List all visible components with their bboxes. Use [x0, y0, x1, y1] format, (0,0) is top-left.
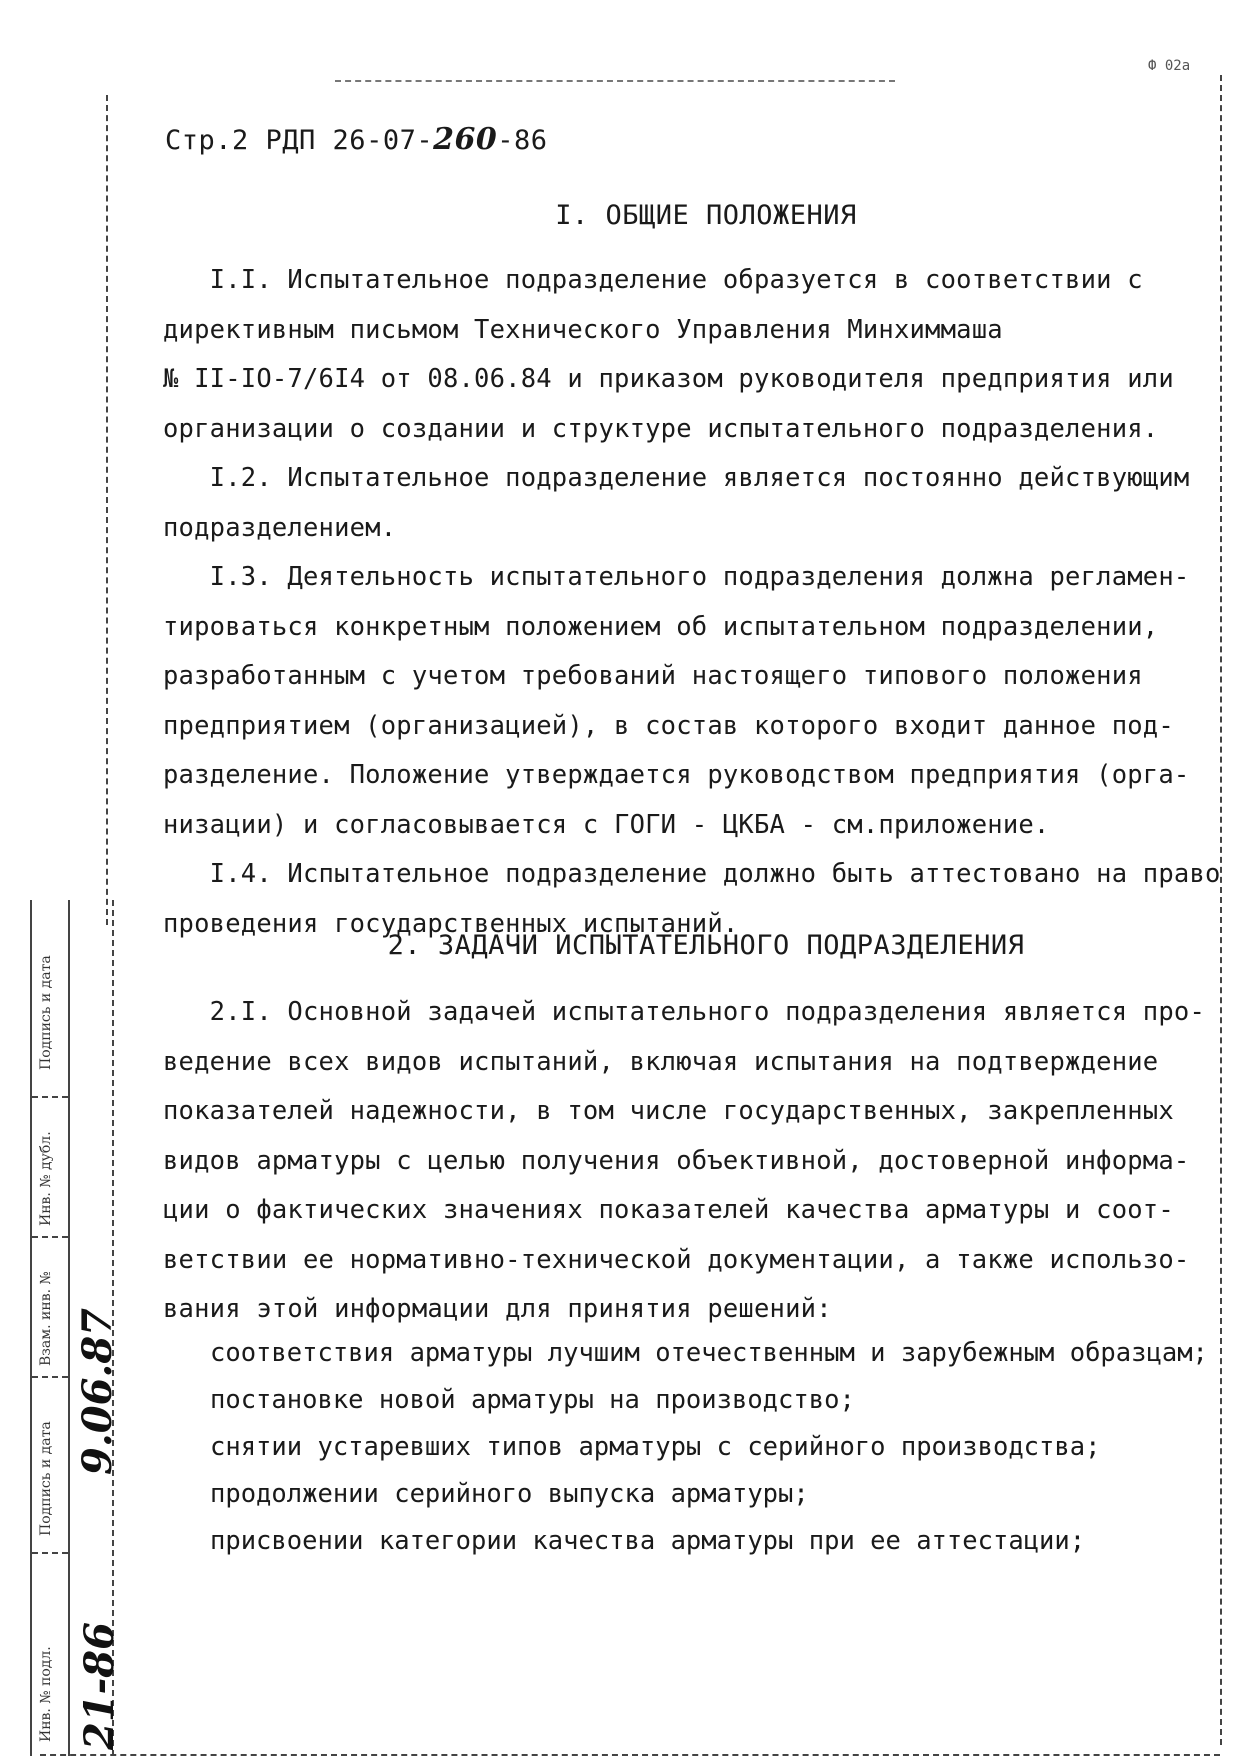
section-2-title: 2. ЗАДАЧИ ИСПЫТАТЕЛЬНОГО ПОДРАЗДЕЛЕНИЯ [387, 930, 1025, 961]
header-prefix: Стр.2 РДП 26-07- [165, 125, 434, 156]
stamp-cell-replace-inv [32, 1236, 68, 1378]
paragraph-line: № II-IO-7/6I4 от 08.06.84 и приказом руководителя предприятия или [163, 364, 1174, 394]
paragraph-line: предприятием (организацией), в состав которого входит данное под- [163, 710, 1174, 741]
header-suffix: -86 [497, 125, 548, 156]
paragraph-line: I.4. Испытательное подразделение должно быть аттестовано на право [163, 859, 1221, 889]
paragraph-line: разработанным с учетом требований настоящего типового положения [163, 661, 1143, 691]
paragraph-line: вания этой информации для принятия решений: [163, 1294, 832, 1324]
stamp-cell-signature-date-1 [32, 900, 68, 1098]
handwritten-inventory-number: 21-86 [76, 1622, 123, 1750]
stamp-label: Подпись и дата [38, 955, 54, 1070]
stamp-label: Инв. № подл. [38, 1646, 54, 1742]
paragraph-line: подразделением. [163, 512, 397, 543]
stamp-cell-original-inv [32, 1552, 68, 1756]
list-item: снятии устаревших типов арматуры с серийного производства; [210, 1432, 1101, 1462]
list-item: продолжении серийного выпуска арматуры; [210, 1479, 809, 1509]
paragraph-line: проведения государственных испытаний. [163, 908, 739, 939]
list-item: постановке новой арматуры на производство; [210, 1385, 855, 1415]
scan-artifact-line [335, 80, 895, 82]
stamp-label: Инв. № дубл. [38, 1131, 54, 1226]
form-code: Ф 02а [1148, 58, 1191, 74]
paragraph-line: ции о фактических значениях показателей качества арматуры и соот- [163, 1195, 1174, 1225]
page-header [165, 122, 548, 157]
list-item: соответствия арматуры лучшим отечественным и зарубежным образцам; [210, 1338, 1208, 1368]
handwritten-document-number: 260 [433, 122, 498, 157]
stamp-label: Взам. инв. № [38, 1271, 54, 1366]
paragraph-line: организации о создании и структуре испытательного подразделения. [163, 413, 1159, 444]
paragraph-line: видов арматуры с целью получения объективной, достоверной информа- [163, 1145, 1190, 1176]
section-1-body [163, 256, 1223, 949]
handwritten-date: 9.06.87 [74, 1307, 121, 1475]
bottom-frame-line [40, 1754, 1220, 1756]
paragraph-line: тироваться конкретным положением об испытательном подразделении, [163, 611, 1159, 642]
stamp-divider [68, 900, 70, 1756]
paragraph-line: 2.I. Основной задачей испытательного подразделения является про- [163, 997, 1206, 1027]
paragraph-line: показателей надежности, в том числе государственных, закрепленных [163, 1096, 1174, 1126]
paragraph-line: ведение всех видов испытаний, включая испытания на подтверждение [163, 1046, 1159, 1077]
paragraph-line: I.3. Деятельность испытательного подразделения должна регламен- [163, 562, 1190, 592]
paragraph-line: разделение. Положение утверждается руководством предприятия (орга- [163, 760, 1190, 790]
archive-stamp [30, 900, 123, 1756]
paragraph-line: низации) и согласовывается с ГОГИ - ЦКБА - см.приложение. [163, 809, 1050, 840]
stamp-cell-dup-inv [32, 1096, 68, 1238]
list-item: присвоении категории качества арматуры при ее аттестации; [210, 1526, 1086, 1556]
paragraph-line: директивным письмом Технического Управления Минхиммаша [163, 314, 1003, 345]
paragraph-line: I.2. Испытательное подразделение является постоянно действующим [163, 463, 1190, 493]
section-2-body [163, 988, 1223, 1335]
stamp-label: Подпись и дата [38, 1421, 54, 1536]
section-1-title: I. ОБЩИЕ ПОЛОЖЕНИЯ [555, 200, 857, 231]
paragraph-line: I.I. Испытательное подразделение образуется в соответствии с [163, 265, 1143, 295]
paragraph-line: ветствии ее нормативно-технической документации, а также использо- [163, 1244, 1190, 1275]
decision-list [210, 1330, 1220, 1565]
stamp-cell-signature-date-2 [32, 1376, 68, 1554]
